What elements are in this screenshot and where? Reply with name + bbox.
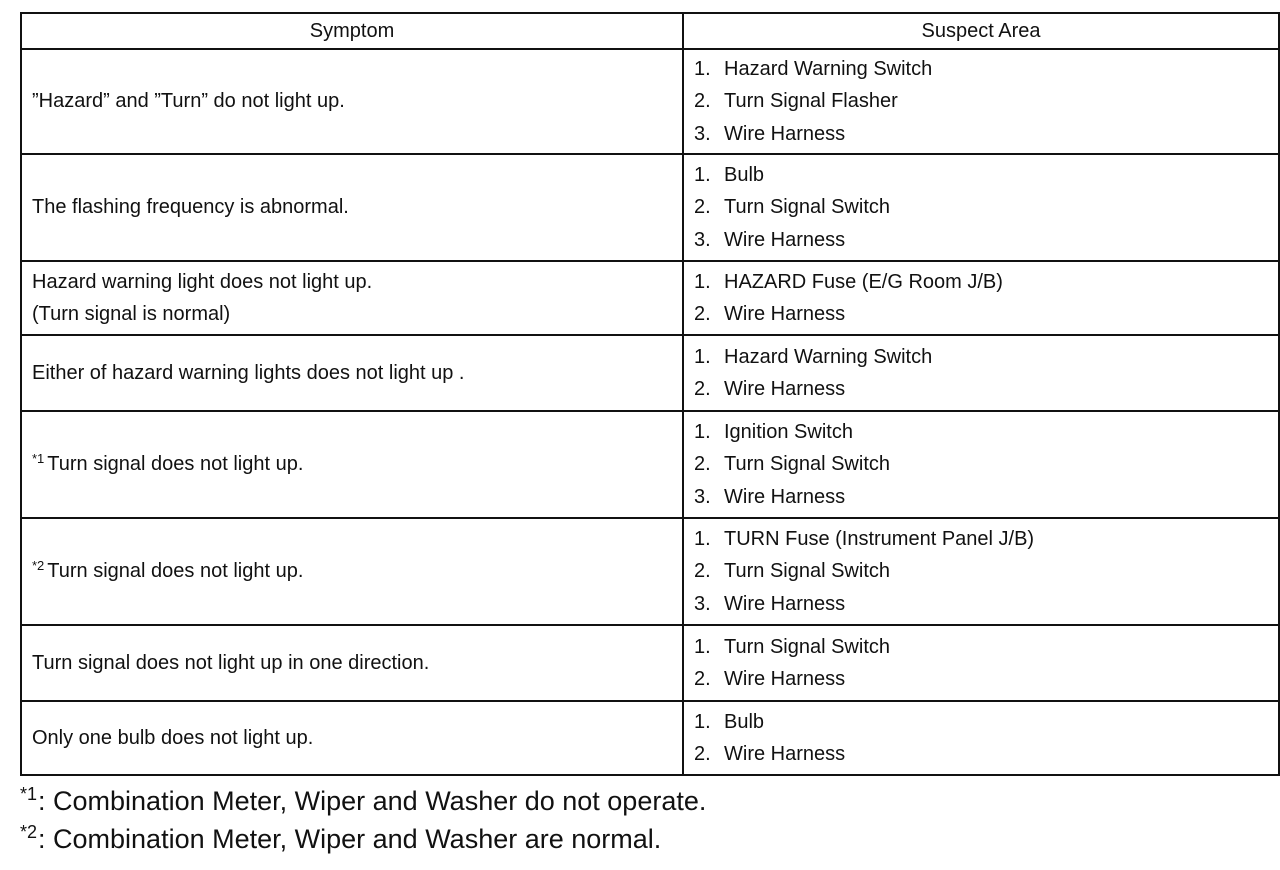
footnote-text: : Combination Meter, Wiper and Washer are normal. [38, 824, 662, 854]
symptom-line: Either of hazard warning lights does not light up . [32, 361, 465, 384]
suspect-area-cell [683, 335, 1279, 411]
suspect-text: HAZARD Fuse (E/G Room J/B) [724, 270, 1003, 293]
suspect-text: Wire Harness [724, 228, 846, 251]
suspect-text: Wire Harness [724, 743, 846, 765]
symptom-line: Only one bulb does not light up. [32, 726, 314, 749]
suspect-list [694, 416, 1268, 514]
symptom-text [32, 448, 672, 481]
suspect-area-column-header: Suspect Area [683, 13, 1279, 49]
symptom-text [32, 647, 672, 680]
suspect-text: Ignition Switch [724, 420, 853, 443]
symptom-column-header: Symptom [21, 13, 683, 49]
symptom-line: Turn signal does not light up. [47, 453, 304, 476]
suspect-number: 1. [694, 163, 711, 186]
suspect-text: Hazard Warning Switch [724, 57, 933, 80]
suspect-area-cell [683, 411, 1279, 518]
suspect-list [694, 631, 1268, 696]
suspect-item [694, 416, 1268, 449]
suspect-text: Turn Signal Switch [724, 453, 890, 476]
suspect-number: 1. [694, 527, 711, 550]
symptom-text [32, 85, 672, 118]
suspect-item [694, 706, 1268, 739]
suspect-list [694, 53, 1268, 151]
suspect-number: 1. [694, 635, 711, 658]
suspect-text: Bulb [724, 710, 765, 733]
suspect-number: 2. [694, 90, 711, 113]
suspect-text: Wire Harness [724, 668, 846, 690]
table-body [21, 49, 1279, 775]
footnotes [20, 782, 1278, 858]
suspect-item [694, 118, 1268, 151]
suspect-number: 2. [694, 378, 711, 400]
suspect-number: 2. [694, 668, 711, 690]
suspect-number: 1. [694, 345, 711, 368]
symptom-line: Turn signal does not light up in one direction. [32, 651, 430, 674]
table-row [21, 701, 1279, 775]
suspect-item [694, 159, 1268, 192]
suspect-text: Wire Harness [724, 592, 846, 615]
suspect-text: Bulb [724, 163, 765, 186]
problem-symptoms-table [20, 12, 1280, 776]
symptom-text [32, 298, 672, 331]
suspect-list [694, 159, 1268, 257]
suspect-number: 2. [694, 743, 711, 765]
suspect-item [694, 588, 1268, 621]
suspect-item [694, 224, 1268, 257]
suspect-number: 1. [694, 270, 711, 293]
suspect-number: 1. [694, 57, 711, 80]
symptom-text [32, 191, 672, 224]
symptom-text [32, 357, 672, 390]
suspect-item [694, 298, 1268, 331]
suspect-number: 3. [694, 228, 711, 251]
table-row [21, 411, 1279, 518]
symptom-cell [21, 154, 683, 261]
suspect-area-cell [683, 154, 1279, 261]
suspect-text: Wire Harness [724, 378, 846, 400]
table-row [21, 49, 1279, 154]
suspect-item [694, 631, 1268, 664]
suspect-list [694, 523, 1268, 621]
symptom-cell [21, 411, 683, 518]
symptom-text [32, 722, 672, 755]
troubleshooting-document [20, 12, 1278, 858]
table-row [21, 625, 1279, 701]
table-row [21, 261, 1279, 335]
footnote [20, 782, 1278, 820]
symptom-cell [21, 625, 683, 701]
symptom-cell [21, 335, 683, 411]
suspect-item [694, 266, 1268, 299]
suspect-number: 2. [694, 303, 711, 325]
symptom-text [32, 266, 672, 299]
suspect-number: 3. [694, 122, 711, 145]
suspect-text: TURN Fuse (Instrument Panel J/B) [724, 527, 1035, 550]
suspect-text: Wire Harness [724, 485, 846, 508]
suspect-list [694, 341, 1268, 406]
suspect-text: Wire Harness [724, 122, 846, 145]
suspect-text: Wire Harness [724, 303, 846, 325]
symptom-line: The flashing frequency is abnormal. [32, 196, 349, 219]
symptom-line: ”Hazard” and ”Turn” do not light up. [32, 90, 345, 113]
footnote-marker: *2 [32, 558, 45, 574]
suspect-item [694, 481, 1268, 514]
suspect-area-cell [683, 701, 1279, 775]
suspect-area-cell [683, 518, 1279, 625]
table-header-row [21, 13, 1279, 49]
symptom-cell [21, 518, 683, 625]
symptom-cell [21, 49, 683, 154]
suspect-item [694, 53, 1268, 86]
footnote [20, 820, 1278, 858]
suspect-number: 2. [694, 453, 711, 476]
suspect-item [694, 738, 1268, 771]
suspect-number: 3. [694, 592, 711, 615]
footnote-marker: *2 [20, 822, 38, 842]
suspect-number: 1. [694, 420, 711, 443]
suspect-item [694, 341, 1268, 374]
table-row [21, 335, 1279, 411]
suspect-text: Hazard Warning Switch [724, 345, 933, 368]
suspect-number: 3. [694, 485, 711, 508]
symptom-line: Hazard warning light does not light up. [32, 270, 373, 293]
symptom-text [32, 555, 672, 588]
suspect-item [694, 555, 1268, 588]
suspect-text: Turn Signal Switch [724, 635, 890, 658]
suspect-text: Turn Signal Switch [724, 196, 890, 219]
symptom-line: Turn signal does not light up. [47, 560, 304, 583]
symptom-cell [21, 701, 683, 775]
suspect-list [694, 266, 1268, 331]
suspect-item [694, 191, 1268, 224]
suspect-item [694, 663, 1268, 696]
suspect-item [694, 373, 1268, 406]
suspect-area-cell [683, 49, 1279, 154]
footnote-marker: *1 [32, 451, 45, 467]
suspect-area-cell [683, 625, 1279, 701]
footnote-text: : Combination Meter, Wiper and Washer do not operate. [38, 786, 707, 816]
suspect-item [694, 85, 1268, 118]
suspect-number: 2. [694, 196, 711, 219]
suspect-item [694, 448, 1268, 481]
suspect-text: Turn Signal Flasher [724, 90, 898, 113]
symptom-line: (Turn signal is normal) [32, 303, 231, 325]
symptom-cell [21, 261, 683, 335]
table-row [21, 518, 1279, 625]
suspect-text: Turn Signal Switch [724, 560, 890, 583]
suspect-number: 1. [694, 710, 711, 733]
suspect-number: 2. [694, 560, 711, 583]
suspect-area-cell [683, 261, 1279, 335]
footnote-marker: *1 [20, 784, 38, 804]
table-row [21, 154, 1279, 261]
suspect-list [694, 706, 1268, 771]
suspect-item [694, 523, 1268, 556]
